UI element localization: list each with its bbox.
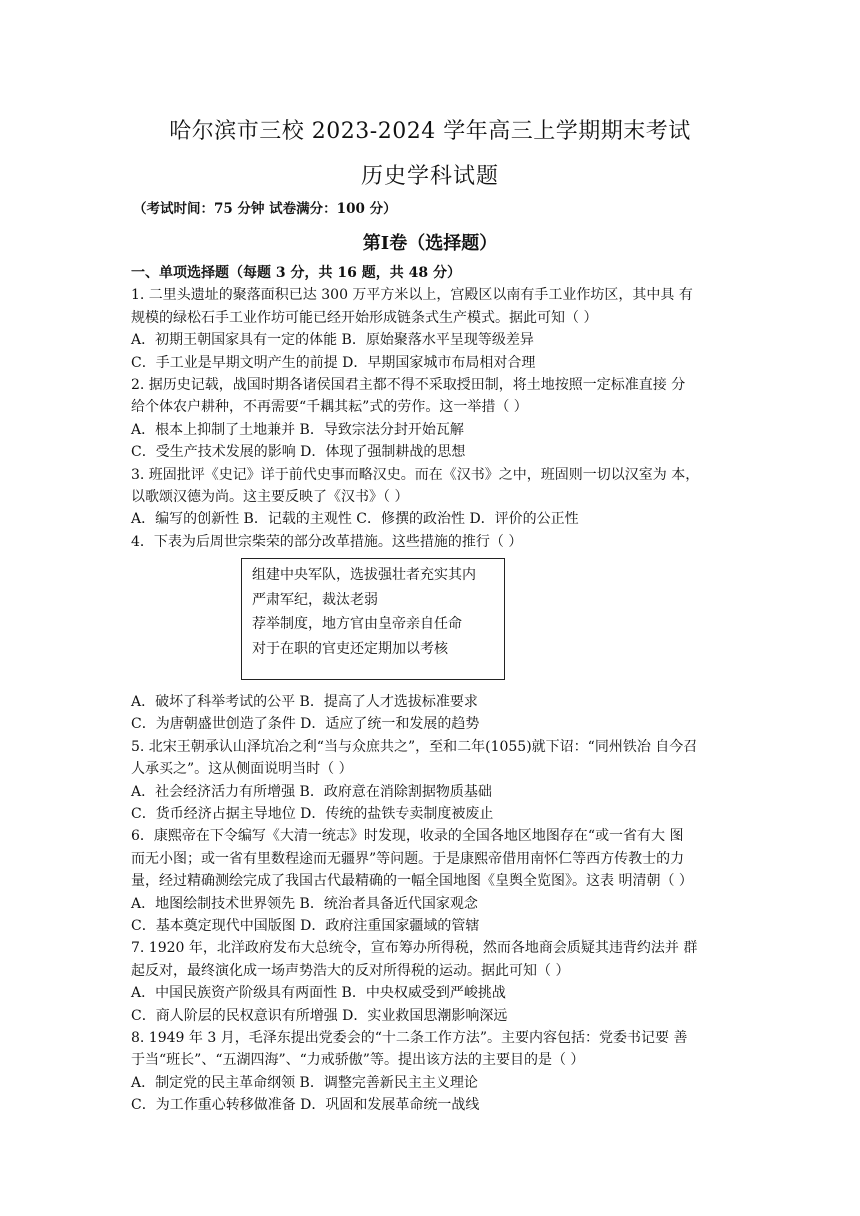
- question-stem-line: 5. 北宋王朝承认山泽坑冶之利“当与众庶共之”，至和二年(1055)就下诏：“同州铁冶 自今召: [131, 738, 698, 755]
- table-row: 严肃军纪，裁汰老弱: [252, 591, 378, 608]
- question-stem-line: 6．康熙帝在下令编写《大清一统志》时发现，收录的全国各地区地图存在“或一省有大 图: [131, 828, 684, 845]
- question-stem-line: 人承买之”。这从侧面说明当时（ ）: [131, 761, 353, 778]
- question-option-line: A．初期王朝国家具有一定的体能 B．原始聚落水平呈现等级差异: [131, 332, 534, 349]
- question-stem-line: 3. 班固批评《史记》详于前代史事而略汉史。而在《汉书》之中，班固则一切以汉室为 本，: [131, 466, 700, 483]
- reform-measures-table: [241, 558, 505, 680]
- exam-info: （考试时间：75 分钟 试卷满分：100 分）: [133, 201, 397, 217]
- question-stem-line: 2. 据历史记载，战国时期各诸侯国君主都不得不采取授田制，将土地按照一定标准直接 分: [131, 376, 686, 393]
- question-stem-line: 1. 二里头遗址的聚落面积已达 300 万平方米以上，宫殿区以南有手工业作坊区，其中具 有: [131, 287, 693, 304]
- table-row: 组建中央军队，选拔强壮者充实其内: [252, 567, 476, 584]
- question-stem-line: 4．下表为后周世宗柴荣的部分改革措施。这些措施的推行（ ）: [131, 533, 523, 550]
- question-option-line: A．地图绘制技术世界领先 B．统治者具备近代国家观念: [131, 895, 478, 912]
- question-4: [131, 531, 731, 736]
- question-option-line: C．手工业是早期文明产生的前提 D．早期国家城市布局相对合理: [131, 354, 536, 371]
- question-option-line: C．为唐朝盛世创造了条件 D．适应了统一和发展的趋势: [131, 716, 480, 733]
- question-option-line: C．商人阶层的民权意识有所增强 D．实业救国思潮影响深远: [131, 1007, 508, 1024]
- question-stem-line: 给个体农户耕种，不再需要“千耦其耘”式的劳作。这一举措（ ）: [131, 399, 528, 416]
- question-stem-line: 8. 1949 年 3 月，毛泽东提出党委会的“十二条工作方法”。主要内容包括：党委书记要 善: [131, 1029, 688, 1046]
- question-option-line: A．根本上抑制了土地兼并 B．导致宗法分封开始瓦解: [131, 421, 464, 438]
- question-option-line: A．社会经济活力有所增强 B．政府意在消除割据物质基础: [131, 783, 492, 800]
- question-5: [131, 736, 731, 826]
- exam-subtitle: 历史学科试题: [360, 164, 499, 189]
- section-title: 第Ⅰ卷（选择题）: [362, 233, 498, 254]
- question-stem-line: 规模的绿松石手工业作坊可能已经开始形成链条式生产模式。据此可知（ ）: [131, 309, 598, 326]
- question-option-line: A．中国民族资产阶级具有两面性 B．中央权威受到严峻挑战: [131, 985, 506, 1002]
- question-option-line: C．受生产技术发展的影响 D．体现了强制耕战的思想: [131, 444, 466, 461]
- question-2: [131, 374, 731, 464]
- question-stem-line: 量，经过精确测绘完成了我国古代最精确的一幅全国地图《皇舆全览图》。这表 明清朝（ ）: [131, 873, 693, 890]
- question-7: [131, 937, 731, 1027]
- question-stem-line: 起反对，最终演化成一场声势浩大的反对所得税的运动。据此可知（ ）: [131, 962, 570, 979]
- table-row: 对于在职的官吏还定期加以考核: [252, 640, 448, 657]
- question-3: [131, 464, 731, 531]
- question-8: [131, 1027, 731, 1117]
- exam-title: 哈尔滨市三校 2023-2024 学年高三上学期期末考试: [169, 119, 691, 144]
- question-1: [131, 284, 731, 374]
- part-heading: 一、单项选择题（每题 3 分，共 16 题，共 48 分）: [131, 265, 461, 281]
- question-option-line: A．编写的创新性 B．记载的主观性 C．修撰的政治性 D．评价的公正性: [131, 511, 579, 528]
- question-option-line: A．破坏了科举考试的公平 B．提高了人才选拔标准要求: [131, 694, 478, 711]
- question-option-line: C．货币经济占据主导地位 D．传统的盐铁专卖制度被废止: [131, 806, 494, 823]
- question-stem-line: 7. 1920 年，北洋政府发布大总统令，宣布筹办所得税，然而各地商会质疑其违背约法并 群: [131, 940, 698, 957]
- question-stem-line: 而无小图；或一省有里数程途而无疆界”等问题。于是康熙帝借用南怀仁等西方传教士的力: [131, 850, 685, 867]
- question-content: [131, 262, 731, 1117]
- question-option-line: A．制定党的民主革命纲领 B．调整完善新民主主义理论: [131, 1074, 478, 1091]
- reform-table-wrapper: [131, 553, 731, 691]
- question-6: [131, 825, 731, 937]
- question-stem-line: 于当“班长”、“五湖四海”、“力戒骄傲”等。提出该方法的主要目的是（ ）: [131, 1052, 585, 1069]
- question-option-line: C．基本奠定现代中国版图 D．政府注重国家疆域的管辖: [131, 917, 480, 934]
- table-row: 荐举制度，地方官由皇帝亲自任命: [252, 616, 462, 633]
- question-option-line: C．为工作重心转移做准备 D．巩固和发展革命统一战线: [131, 1097, 480, 1114]
- question-stem-line: 以歌颂汉德为尚。这主要反映了《汉书》（ ）: [131, 488, 409, 505]
